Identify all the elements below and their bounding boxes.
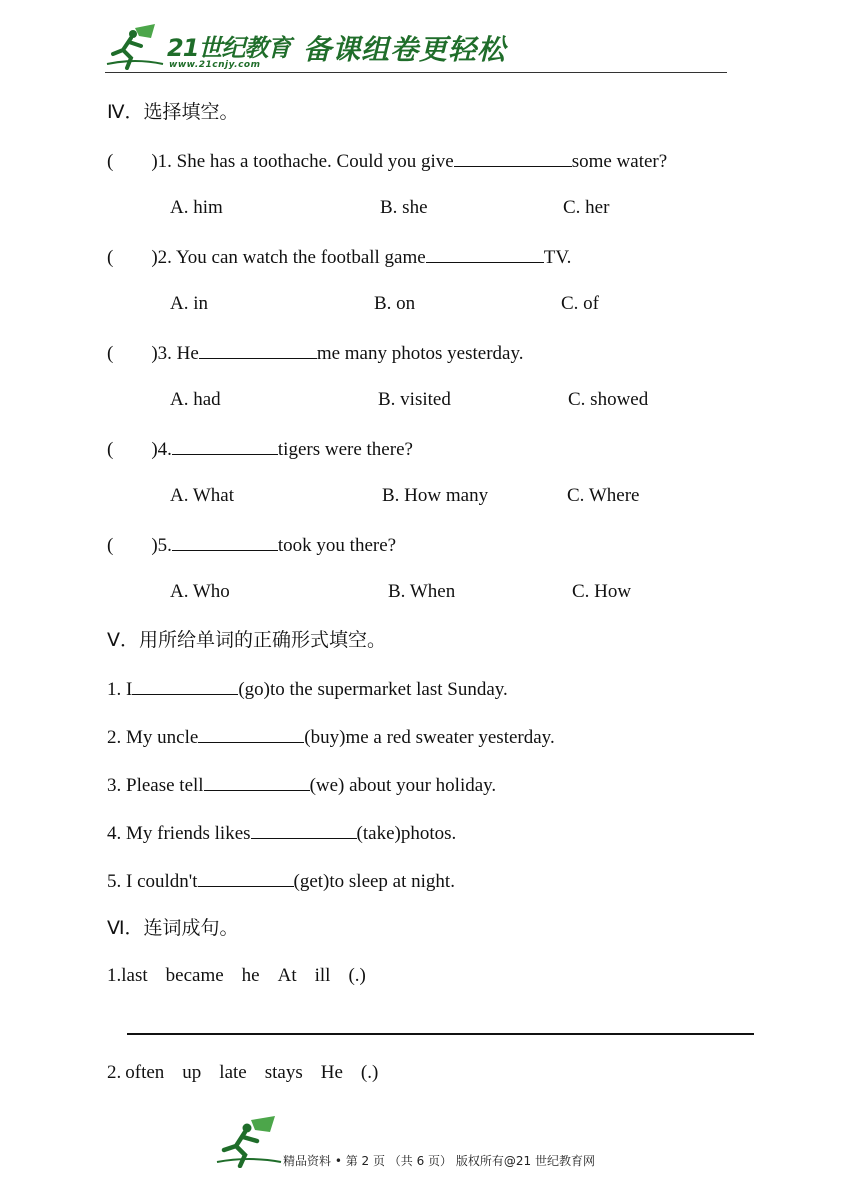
runner-logo-icon bbox=[105, 24, 165, 70]
option-c: C. her bbox=[563, 197, 610, 218]
option-a: A. What bbox=[170, 485, 235, 506]
option-a: A. Who bbox=[170, 581, 230, 602]
page-footer bbox=[215, 1116, 675, 1172]
runner-logo-icon bbox=[215, 1116, 283, 1168]
answer-blank[interactable] bbox=[199, 340, 317, 359]
answer-blank[interactable] bbox=[172, 436, 278, 455]
answer-blank[interactable] bbox=[198, 724, 304, 743]
word-order-item-1: 1.last became he At ill (.) bbox=[107, 965, 366, 986]
option-c: C. of bbox=[561, 293, 599, 314]
option-b: B. she bbox=[380, 197, 428, 218]
answer-blank[interactable] bbox=[204, 772, 310, 791]
option-c: C. Where bbox=[567, 485, 640, 506]
option-a: A. in bbox=[170, 293, 208, 314]
section-4-title: Ⅳ．选择填空。 bbox=[107, 101, 239, 123]
word-order-item-2: 2. often up late stays He (.) bbox=[107, 1062, 379, 1083]
brand-url: www.21cnjy.com bbox=[169, 60, 261, 70]
question-2: ( )2. You can watch the football game TV. bbox=[107, 244, 571, 270]
section-5-title: V．用所给单词的正确形式填空。 bbox=[107, 629, 386, 651]
option-a: A. had bbox=[170, 389, 221, 410]
answer-blank[interactable] bbox=[172, 532, 278, 551]
fill-item-1: 1. I (go)to the supermarket last Sunday. bbox=[107, 676, 508, 702]
question-3: ( )3. He me many photos yesterday. bbox=[107, 340, 523, 366]
option-c: C. How bbox=[572, 581, 632, 602]
option-b: B. When bbox=[388, 581, 456, 602]
question-1: ( )1. She has a toothache. Could you give some water? bbox=[107, 148, 667, 174]
fill-item-3: 3. Please tell (we) about your holiday. bbox=[107, 772, 496, 798]
answer-blank[interactable] bbox=[426, 244, 544, 263]
option-c: C. showed bbox=[568, 389, 649, 410]
option-a: A. him bbox=[170, 197, 223, 218]
answer-blank[interactable] bbox=[198, 868, 294, 887]
option-b: B. How many bbox=[382, 485, 489, 506]
header-rule bbox=[105, 72, 727, 73]
fill-item-2: 2. My uncle (buy)me a red sweater yesterday. bbox=[107, 724, 555, 750]
fill-item-5: 5. I couldn't (get)to sleep at night. bbox=[107, 868, 455, 894]
fill-item-4: 4. My friends likes (take)photos. bbox=[107, 820, 456, 846]
answer-blank[interactable] bbox=[251, 820, 357, 839]
brand-name: 21世纪教育 bbox=[167, 34, 291, 62]
question-4: ( )4. tigers were there? bbox=[107, 436, 413, 462]
answer-line[interactable] bbox=[127, 1033, 754, 1035]
question-5: ( )5. took you there? bbox=[107, 532, 396, 558]
header-slogan: 备课组卷更轻松 bbox=[303, 33, 507, 66]
answer-blank[interactable] bbox=[454, 148, 572, 167]
section-6-title: Ⅵ．连词成句。 bbox=[107, 917, 239, 939]
answer-blank[interactable] bbox=[132, 676, 238, 695]
page-header bbox=[105, 22, 727, 74]
option-b: B. on bbox=[374, 293, 416, 314]
option-b: B. visited bbox=[378, 389, 451, 410]
footer-text: 精品资料 • 第 2 页 （共 6 页） 版权所有@21 世纪教育网 bbox=[283, 1154, 595, 1168]
